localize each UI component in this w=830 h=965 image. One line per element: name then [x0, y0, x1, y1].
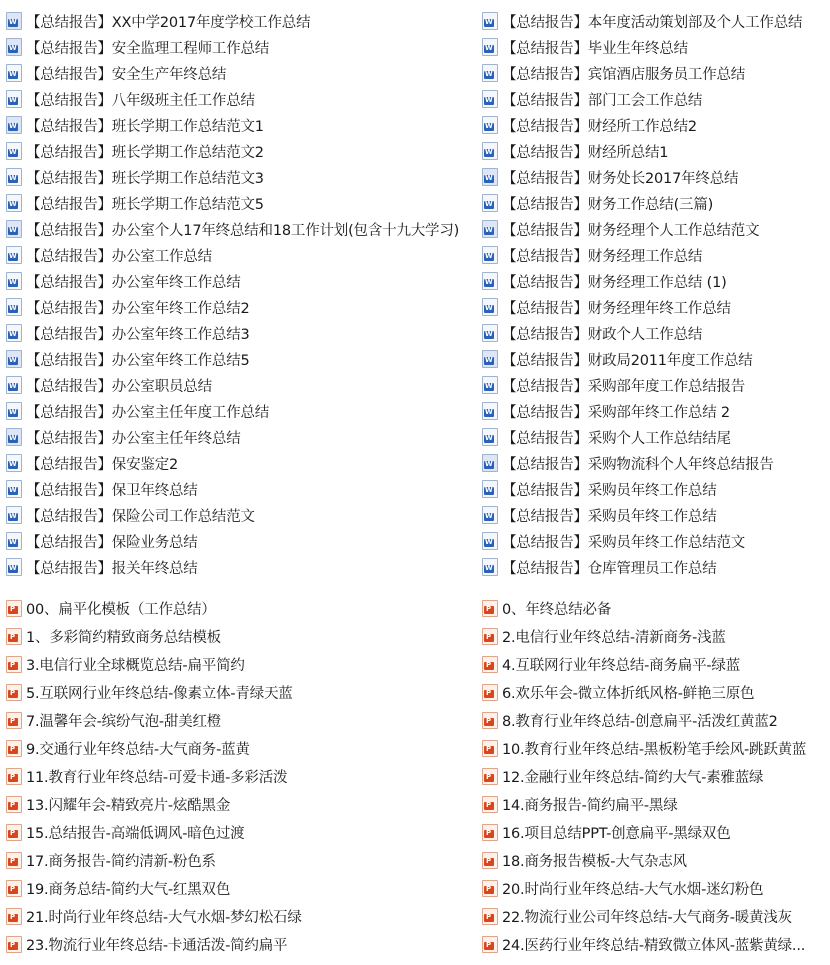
ppt-file-item[interactable] [476, 790, 830, 818]
file-name: 【总结报告】本年度活动策划部及个人工作总结 [502, 14, 803, 31]
word-file-item[interactable] [476, 60, 830, 86]
word-doc-icon [6, 272, 22, 290]
file-name: 【总结报告】采购部年度工作总结报告 [502, 378, 746, 395]
word-doc-icon [6, 298, 22, 316]
powerpoint-icon [482, 768, 498, 785]
file-name: 24.医药行业年终总结-精致微立体风-蓝紫黄绿... [502, 937, 806, 954]
ppt-file-item[interactable] [476, 622, 830, 650]
ppt-file-item[interactable] [0, 930, 476, 958]
file-name: 【总结报告】办公室主任年终总结 [26, 430, 241, 447]
word-file-item[interactable] [476, 554, 830, 580]
file-name: 【总结报告】采购员年终工作总结 [502, 482, 717, 499]
ppt-file-item[interactable] [476, 678, 830, 706]
ppt-file-list-left [0, 580, 476, 958]
word-file-item[interactable] [476, 216, 830, 242]
word-file-item[interactable] [476, 372, 830, 398]
file-name: 7.温馨年会-缤纷气泡-甜美红橙 [26, 713, 222, 730]
word-doc-icon [482, 272, 498, 290]
file-name: 18.商务报告模板-大气杂志风 [502, 853, 687, 870]
file-name: 【总结报告】报关年终总结 [26, 560, 198, 577]
word-file-item[interactable] [0, 216, 476, 242]
word-file-item[interactable] [476, 346, 830, 372]
word-doc-icon [6, 168, 22, 186]
file-name: 【总结报告】财经所工作总结2 [502, 118, 697, 135]
file-name: 【总结报告】保险业务总结 [26, 534, 198, 551]
file-name: 17.商务报告-简约清新-粉色系 [26, 853, 216, 870]
word-doc-icon [482, 116, 498, 134]
word-doc-icon [6, 12, 22, 30]
ppt-file-item[interactable] [0, 790, 476, 818]
word-doc-icon [482, 402, 498, 420]
file-name: 【总结报告】安全生产年终总结 [26, 66, 227, 83]
word-file-item[interactable] [476, 112, 830, 138]
word-doc-icon [6, 506, 22, 524]
file-name: 【总结报告】办公室职员总结 [26, 378, 212, 395]
word-file-item[interactable] [0, 242, 476, 268]
word-file-item[interactable] [476, 450, 830, 476]
ppt-file-item[interactable] [0, 902, 476, 930]
ppt-file-item[interactable] [0, 706, 476, 734]
powerpoint-icon [482, 628, 498, 645]
file-name: 【总结报告】保险公司工作总结范文 [26, 508, 255, 525]
word-doc-icon [6, 558, 22, 576]
file-name: 16.项目总结PPT-创意扁平-黑绿双色 [502, 825, 731, 842]
word-file-item[interactable] [0, 502, 476, 528]
powerpoint-icon [482, 712, 498, 729]
file-name: 【总结报告】财务处长2017年终总结 [502, 170, 739, 187]
file-name: 【总结报告】班长学期工作总结范文3 [26, 170, 264, 187]
file-name: 00、扁平化模板（工作总结） [26, 601, 216, 618]
word-doc-icon [6, 220, 22, 238]
word-doc-icon [6, 376, 22, 394]
ppt-file-item[interactable] [476, 734, 830, 762]
powerpoint-icon [6, 740, 22, 757]
file-column-right [476, 0, 830, 958]
ppt-file-item[interactable] [0, 846, 476, 874]
word-file-list-left [0, 0, 476, 580]
word-doc-icon [482, 220, 498, 238]
file-name: 【总结报告】安全监理工程师工作总结 [26, 40, 270, 57]
ppt-file-item[interactable] [476, 706, 830, 734]
powerpoint-icon [482, 908, 498, 925]
word-doc-icon [482, 90, 498, 108]
word-doc-icon [482, 38, 498, 56]
file-name: 【总结报告】部门工会工作总结 [502, 92, 703, 109]
file-name: 22.物流行业公司年终总结-大气商务-暖黄浅灰 [502, 909, 792, 926]
powerpoint-icon [482, 824, 498, 841]
word-doc-icon [482, 168, 498, 186]
ppt-file-item[interactable] [0, 874, 476, 902]
word-file-item[interactable] [0, 138, 476, 164]
word-doc-icon [482, 324, 498, 342]
ppt-file-item[interactable] [476, 902, 830, 930]
word-doc-icon [482, 532, 498, 550]
file-name: 12.金融行业年终总结-简约大气-素雅蓝绿 [502, 769, 764, 786]
powerpoint-icon [482, 852, 498, 869]
word-file-item[interactable] [0, 268, 476, 294]
powerpoint-icon [482, 796, 498, 813]
word-doc-icon [482, 454, 498, 472]
file-name: 14.商务报告-简约扁平-黑绿 [502, 797, 678, 814]
word-doc-icon [482, 480, 498, 498]
file-name: 13.闪耀年会-精致亮片-炫酷黑金 [26, 797, 231, 814]
ppt-file-item[interactable] [0, 734, 476, 762]
word-doc-icon [6, 90, 22, 108]
powerpoint-icon [6, 656, 22, 673]
file-name: 【总结报告】财务工作总结(三篇) [502, 196, 714, 213]
ppt-file-list-right [476, 580, 830, 958]
file-name: 【总结报告】办公室工作总结 [26, 248, 212, 265]
file-name: 3.电信行业全球概览总结-扁平简约 [26, 657, 245, 674]
ppt-file-item[interactable] [476, 874, 830, 902]
word-doc-icon [482, 194, 498, 212]
word-doc-icon [482, 350, 498, 368]
file-name: 【总结报告】财务经理年终工作总结 [502, 300, 731, 317]
word-file-item[interactable] [476, 34, 830, 60]
file-name: 【总结报告】班长学期工作总结范文1 [26, 118, 264, 135]
word-doc-icon [482, 142, 498, 160]
word-file-item[interactable] [0, 346, 476, 372]
word-doc-icon [6, 532, 22, 550]
word-file-item[interactable] [476, 320, 830, 346]
word-file-item[interactable] [476, 268, 830, 294]
powerpoint-icon [6, 768, 22, 785]
ppt-file-item[interactable] [476, 930, 830, 958]
powerpoint-icon [482, 936, 498, 953]
powerpoint-icon [482, 656, 498, 673]
word-doc-icon [482, 376, 498, 394]
powerpoint-icon [482, 740, 498, 757]
ppt-file-item[interactable] [476, 594, 830, 622]
file-name: 5.互联网行业年终总结-像素立体-青绿天蓝 [26, 685, 293, 702]
file-name: 【总结报告】宾馆酒店服务员工作总结 [502, 66, 746, 83]
powerpoint-icon [6, 628, 22, 645]
word-file-item[interactable] [0, 554, 476, 580]
file-name: 【总结报告】仓库管理员工作总结 [502, 560, 717, 577]
word-file-item[interactable] [0, 424, 476, 450]
file-name: 【总结报告】办公室年终工作总结 [26, 274, 241, 291]
word-doc-icon [6, 428, 22, 446]
file-name: 2.电信行业年终总结-清新商务-浅蓝 [502, 629, 726, 646]
file-name: 【总结报告】财务经理工作总结 [502, 248, 703, 265]
word-file-item[interactable] [0, 450, 476, 476]
file-name: 【总结报告】八年级班主任工作总结 [26, 92, 255, 109]
ppt-file-item[interactable] [476, 846, 830, 874]
file-name: 19.商务总结-简约大气-红黑双色 [26, 881, 231, 898]
word-doc-icon [6, 246, 22, 264]
file-name: 0、年终总结必备 [502, 601, 612, 618]
powerpoint-icon [6, 824, 22, 841]
word-file-item[interactable] [0, 60, 476, 86]
file-name: 【总结报告】采购员年终工作总结 [502, 508, 717, 525]
word-file-item[interactable] [0, 112, 476, 138]
file-name: 6.欢乐年会-微立体折纸风格-鲜艳三原色 [502, 685, 755, 702]
file-name: 15.总结报告-高端低调风-暗色过渡 [26, 825, 245, 842]
file-name: 【总结报告】办公室主任年度工作总结 [26, 404, 270, 421]
file-name: 【总结报告】办公室个人17年终总结和18工作计划(包含十九大学习) [26, 222, 460, 239]
ppt-file-item[interactable] [476, 762, 830, 790]
word-doc-icon [6, 142, 22, 160]
powerpoint-icon [6, 852, 22, 869]
file-name: 【总结报告】采购物流科个人年终总结报告 [502, 456, 774, 473]
file-name: 8.教育行业年终总结-创意扁平-活泼红黄蓝2 [502, 713, 778, 730]
word-file-item[interactable] [476, 190, 830, 216]
word-file-item[interactable] [0, 528, 476, 554]
word-file-item[interactable] [476, 502, 830, 528]
file-name: 【总结报告】班长学期工作总结范文2 [26, 144, 264, 161]
file-name: 【总结报告】毕业生年终总结 [502, 40, 688, 57]
word-doc-icon [482, 506, 498, 524]
powerpoint-icon [6, 880, 22, 897]
file-name: 【总结报告】财务经理工作总结 (1) [502, 274, 727, 291]
word-file-item[interactable] [0, 294, 476, 320]
word-doc-icon [6, 480, 22, 498]
file-name: 1、多彩简约精致商务总结模板 [26, 629, 221, 646]
file-name: 【总结报告】财务经理个人工作总结范文 [502, 222, 760, 239]
ppt-file-item[interactable] [0, 678, 476, 706]
file-name: 【总结报告】采购个人工作总结结尾 [502, 430, 731, 447]
powerpoint-icon [6, 908, 22, 925]
file-name: 9.交通行业年终总结-大气商务-蓝黄 [26, 741, 250, 758]
word-file-item[interactable] [476, 8, 830, 34]
word-doc-icon [6, 116, 22, 134]
word-file-item[interactable] [476, 164, 830, 190]
word-file-item[interactable] [0, 372, 476, 398]
word-doc-icon [6, 64, 22, 82]
word-file-item[interactable] [476, 398, 830, 424]
file-name: 【总结报告】保安鉴定2 [26, 456, 179, 473]
ppt-file-item[interactable] [0, 622, 476, 650]
file-name: 【总结报告】班长学期工作总结范文5 [26, 196, 264, 213]
powerpoint-icon [482, 880, 498, 897]
file-name: 【总结报告】采购员年终工作总结范文 [502, 534, 746, 551]
file-name: 20.时尚行业年终总结-大气水烟-迷幻粉色 [502, 881, 764, 898]
word-file-item[interactable] [476, 528, 830, 554]
word-file-item[interactable] [476, 138, 830, 164]
word-doc-icon [482, 558, 498, 576]
word-file-item[interactable] [0, 398, 476, 424]
word-file-item[interactable] [0, 476, 476, 502]
ppt-file-item[interactable] [476, 818, 830, 846]
word-doc-icon [6, 324, 22, 342]
file-name: 11.教育行业年终总结-可爱卡通-多彩活泼 [26, 769, 288, 786]
word-file-item[interactable] [0, 164, 476, 190]
word-doc-icon [6, 454, 22, 472]
file-name: 21.时尚行业年终总结-大气水烟-梦幻松石绿 [26, 909, 302, 926]
file-name: 【总结报告】办公室年终工作总结3 [26, 326, 250, 343]
word-file-item[interactable] [476, 424, 830, 450]
file-name: 23.物流行业年终总结-卡通活泼-简约扁平 [26, 937, 288, 954]
word-file-item[interactable] [0, 190, 476, 216]
powerpoint-icon [6, 712, 22, 729]
ppt-file-item[interactable] [476, 650, 830, 678]
word-doc-icon [482, 12, 498, 30]
file-name: 【总结报告】保卫年终总结 [26, 482, 198, 499]
file-name: 【总结报告】XX中学2017年度学校工作总结 [26, 14, 311, 31]
word-doc-icon [6, 350, 22, 368]
ppt-file-item[interactable] [0, 594, 476, 622]
word-file-item[interactable] [476, 86, 830, 112]
file-name: 【总结报告】采购部年终工作总结 2 [502, 404, 730, 421]
word-file-item[interactable] [0, 8, 476, 34]
word-doc-icon [482, 428, 498, 446]
word-file-item[interactable] [476, 242, 830, 268]
word-doc-icon [482, 298, 498, 316]
file-name: 4.互联网行业年终总结-商务扁平-绿蓝 [502, 657, 740, 674]
word-doc-icon [482, 64, 498, 82]
file-name: 【总结报告】财经所总结1 [502, 144, 669, 161]
file-name: 【总结报告】办公室年终工作总结5 [26, 352, 250, 369]
ppt-file-item[interactable] [0, 762, 476, 790]
file-name: 【总结报告】办公室年终工作总结2 [26, 300, 250, 317]
word-file-list-right [476, 0, 830, 580]
file-name: 【总结报告】财政个人工作总结 [502, 326, 703, 343]
word-file-item[interactable] [0, 86, 476, 112]
word-file-item[interactable] [0, 320, 476, 346]
powerpoint-icon [6, 684, 22, 701]
ppt-file-item[interactable] [0, 650, 476, 678]
word-file-item[interactable] [476, 476, 830, 502]
powerpoint-icon [482, 600, 498, 617]
powerpoint-icon [6, 600, 22, 617]
powerpoint-icon [6, 936, 22, 953]
file-name: 10.教育行业年终总结-黑板粉笔手绘风-跳跃黄蓝 [502, 741, 807, 758]
word-doc-icon [6, 194, 22, 212]
word-doc-icon [6, 38, 22, 56]
word-doc-icon [6, 402, 22, 420]
ppt-file-item[interactable] [0, 818, 476, 846]
file-name: 【总结报告】财政局2011年度工作总结 [502, 352, 753, 369]
word-doc-icon [482, 246, 498, 264]
powerpoint-icon [6, 796, 22, 813]
word-file-item[interactable] [476, 294, 830, 320]
powerpoint-icon [482, 684, 498, 701]
word-file-item[interactable] [0, 34, 476, 60]
